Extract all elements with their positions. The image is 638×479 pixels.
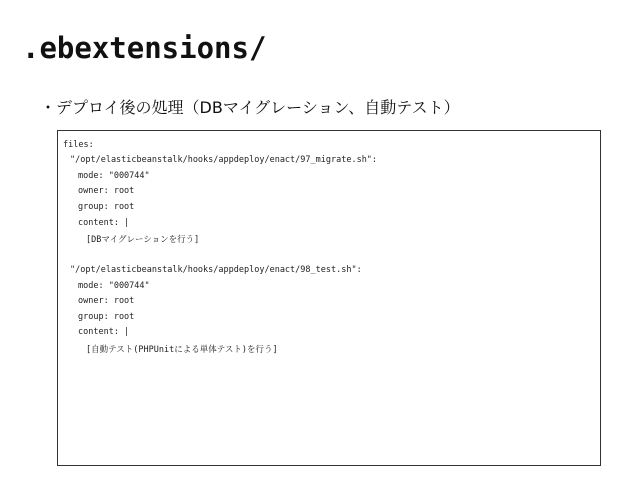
- code-line: group: root: [78, 312, 135, 322]
- code-block: [57, 130, 601, 466]
- code-line: files:: [63, 140, 94, 150]
- code-line: owner: root: [78, 296, 135, 306]
- code-line: [DBマイグレーションを行う]: [86, 235, 200, 245]
- code-line: owner: root: [78, 186, 135, 196]
- slide-bullet: ・デプロイ後の処理（DBマイグレーション、自動テスト）: [40, 98, 460, 117]
- code-line: mode: "000744": [78, 171, 150, 181]
- code-line: content: |: [78, 327, 130, 337]
- slide-title: .ebextensions/: [22, 31, 267, 65]
- code-line: content: |: [78, 218, 130, 228]
- code-line: [自動テスト(PHPUnitによる単体テスト)を行う]: [86, 345, 278, 355]
- code-line: group: root: [78, 202, 135, 212]
- code-line: "/opt/elasticbeanstalk/hooks/appdeploy/enact/98_test.sh":: [70, 265, 362, 275]
- code-line: "/opt/elasticbeanstalk/hooks/appdeploy/enact/97_migrate.sh":: [70, 155, 378, 165]
- code-line: mode: "000744": [78, 281, 150, 291]
